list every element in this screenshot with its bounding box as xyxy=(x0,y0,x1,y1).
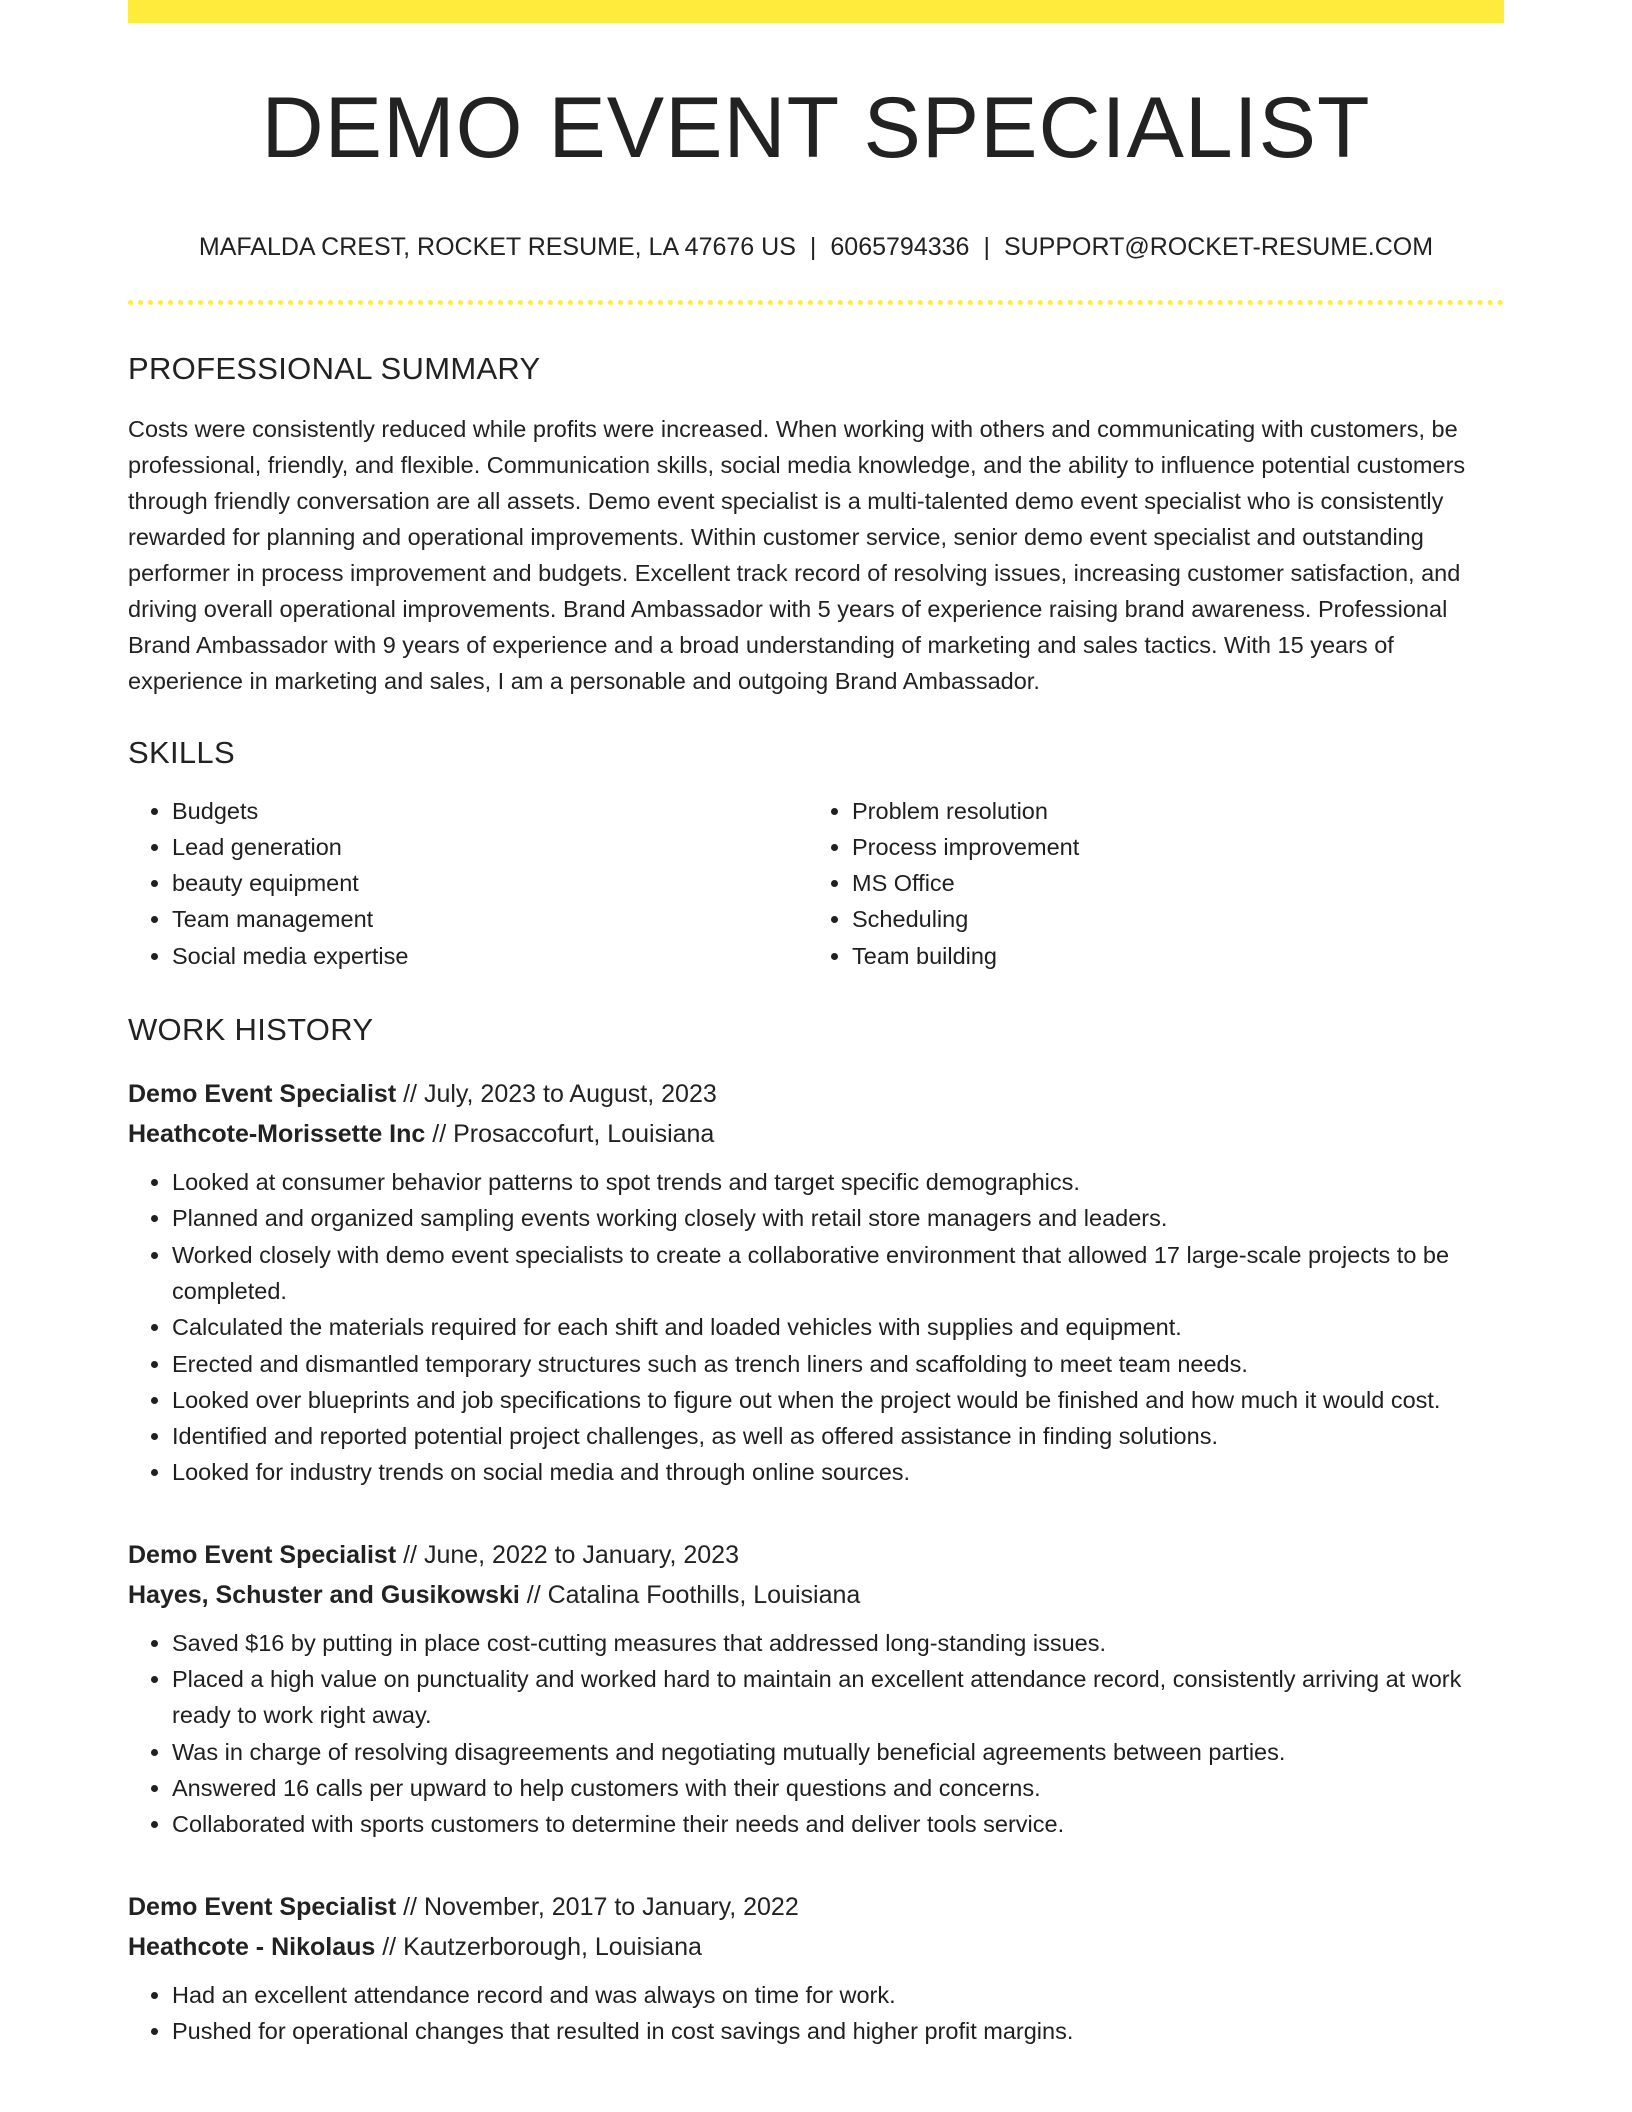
skill-item: • MS Office xyxy=(852,865,1486,901)
contact-line xyxy=(128,232,1504,262)
job-company-line xyxy=(128,1927,1504,1967)
dotted-divider xyxy=(128,300,1504,305)
job-bullet: • Had an excellent attendance record and was always on time for work. xyxy=(172,1977,1504,2013)
skill-item: • beauty equipment xyxy=(172,865,806,901)
summary-text: Costs were consistently reduced while profits were increased. When working with others and communicating with customers, be professional, friendly, and flexible. Communication skills, social media knowledge, and the ability to influence potential customers through friendly conversation are all assets. Demo event specialist is a multi-talented demo event specialist who is consistently rewarded for planning and operational improvements. Within customer service, senior demo event specialist and outstanding performer in process improvement and budgets. Excellent track record of resolving issues, increasing customer satisfaction, and driving overall operational improvements. Brand Ambassador with 5 years of experience raising brand awareness. Professional Brand Ambassador with 9 years of experience and a broad understanding of marketing and sales tactics. With 15 years of experience in marketing and sales, I am a personable and outgoing Brand Ambassador. xyxy=(128,415,1466,694)
job-company: Heathcote - Nikolaus xyxy=(128,1932,376,1961)
job-bullet: • Calculated the materials required for each shift and loaded vehicles with supplies and equipment. xyxy=(172,1309,1504,1345)
job-bullet: • Identified and reported potential project challenges, as well as offered assistance in finding solutions. xyxy=(172,1418,1504,1454)
job-bullet: • Looked over blueprints and job specifications to figure out when the project would be finished and how much it would cost. xyxy=(172,1382,1504,1418)
job-bullet: • Answered 16 calls per upward to help customers with their questions and concerns. xyxy=(172,1770,1504,1806)
job-bullets xyxy=(128,1164,1504,1491)
job-location: // Kautzerborough, Louisiana xyxy=(375,1932,702,1961)
job-bullet: • Planned and organized sampling events working closely with retail store managers and leaders. xyxy=(172,1200,1504,1236)
job-dates: // June, 2022 to January, 2023 xyxy=(396,1540,739,1569)
job-bullet: • Saved $16 by putting in place cost-cutting measures that addressed long-standing issues. xyxy=(172,1625,1504,1661)
job-company-line xyxy=(128,1114,1504,1154)
summary-heading: PROFESSIONAL SUMMARY xyxy=(128,350,541,386)
summary-section xyxy=(128,351,1504,699)
skills-heading: SKILLS xyxy=(128,734,235,770)
contact-separator: | xyxy=(983,232,990,261)
job-dates: // November, 2017 to January, 2022 xyxy=(396,1892,799,1921)
job-role: Demo Event Specialist xyxy=(128,1892,397,1921)
job-company-line xyxy=(128,1575,1504,1615)
job-role-line xyxy=(128,1074,1504,1114)
job-role-line xyxy=(128,1535,1504,1575)
skills-list-right xyxy=(806,793,1486,974)
job-company: Heathcote-Morissette Inc xyxy=(128,1120,426,1149)
job-bullets xyxy=(128,1977,1504,2050)
job-location: // Catalina Foothills, Louisiana xyxy=(519,1580,861,1609)
resume-page xyxy=(128,0,1504,2049)
skill-item: • Social media expertise xyxy=(172,938,806,974)
job-bullet: • Erected and dismantled temporary structures such as trench liners and scaffolding to meet team needs. xyxy=(172,1346,1504,1382)
contact-separator: | xyxy=(809,232,817,261)
contact-phone: 6065794336 xyxy=(830,232,970,261)
job-role: Demo Event Specialist xyxy=(128,1540,397,1569)
job-bullet: • Looked for industry trends on social media and through online sources. xyxy=(172,1454,1504,1490)
skill-item: • Scheduling xyxy=(852,901,1486,937)
job-location: // Prosaccofurt, Louisiana xyxy=(425,1120,715,1149)
job-bullet: • Pushed for operational changes that resulted in cost savings and higher profit margins. xyxy=(172,2013,1504,2049)
job-bullet: • Looked at consumer behavior patterns to spot trends and target specific demographics. xyxy=(172,1164,1504,1200)
job-company: Hayes, Schuster and Gusikowski xyxy=(128,1580,520,1609)
work-history-heading: WORK HISTORY xyxy=(128,1012,374,1048)
job-dates: // July, 2023 to August, 2023 xyxy=(396,1080,717,1109)
job-role-line xyxy=(128,1887,1504,1927)
job-bullets xyxy=(128,1625,1504,1843)
skills-section xyxy=(128,735,1504,974)
resume-name: DEMO EVENT SPECIALIST xyxy=(261,80,1371,176)
job-bullet: • Placed a high value on punctuality and worked hard to maintain an excellent attendance record, consistently arriving at work ready to work right away. xyxy=(172,1661,1504,1734)
job-bullet: • Worked closely with demo event specialists to create a collaborative environment that allowed 17 large-scale projects to be completed. xyxy=(172,1237,1504,1310)
job-role: Demo Event Specialist xyxy=(128,1080,397,1109)
skill-item: • Problem resolution xyxy=(852,793,1486,829)
skills-columns xyxy=(128,793,1504,974)
job-entry xyxy=(128,1887,1504,2050)
skill-item: • Budgets xyxy=(172,793,806,829)
top-accent-bar xyxy=(128,0,1504,23)
job-bullet: • Collaborated with sports customers to determine their needs and deliver tools service. xyxy=(172,1806,1504,1842)
skill-item: • Process improvement xyxy=(852,829,1486,865)
contact-email: SUPPORT@ROCKET-RESUME.COM xyxy=(1003,232,1434,261)
skill-item: • Team building xyxy=(852,938,1486,974)
skills-list-left xyxy=(128,793,806,974)
job-entry xyxy=(128,1074,1504,1491)
job-entry xyxy=(128,1535,1504,1843)
skill-item: • Team management xyxy=(172,901,806,937)
job-bullet: • Was in charge of resolving disagreements and negotiating mutually beneficial agreements between parties. xyxy=(172,1734,1504,1770)
contact-address: MAFALDA CREST, ROCKET RESUME, LA 47676 US xyxy=(198,232,796,261)
work-history-section xyxy=(128,1012,1504,2049)
skill-item: • Lead generation xyxy=(172,829,806,865)
